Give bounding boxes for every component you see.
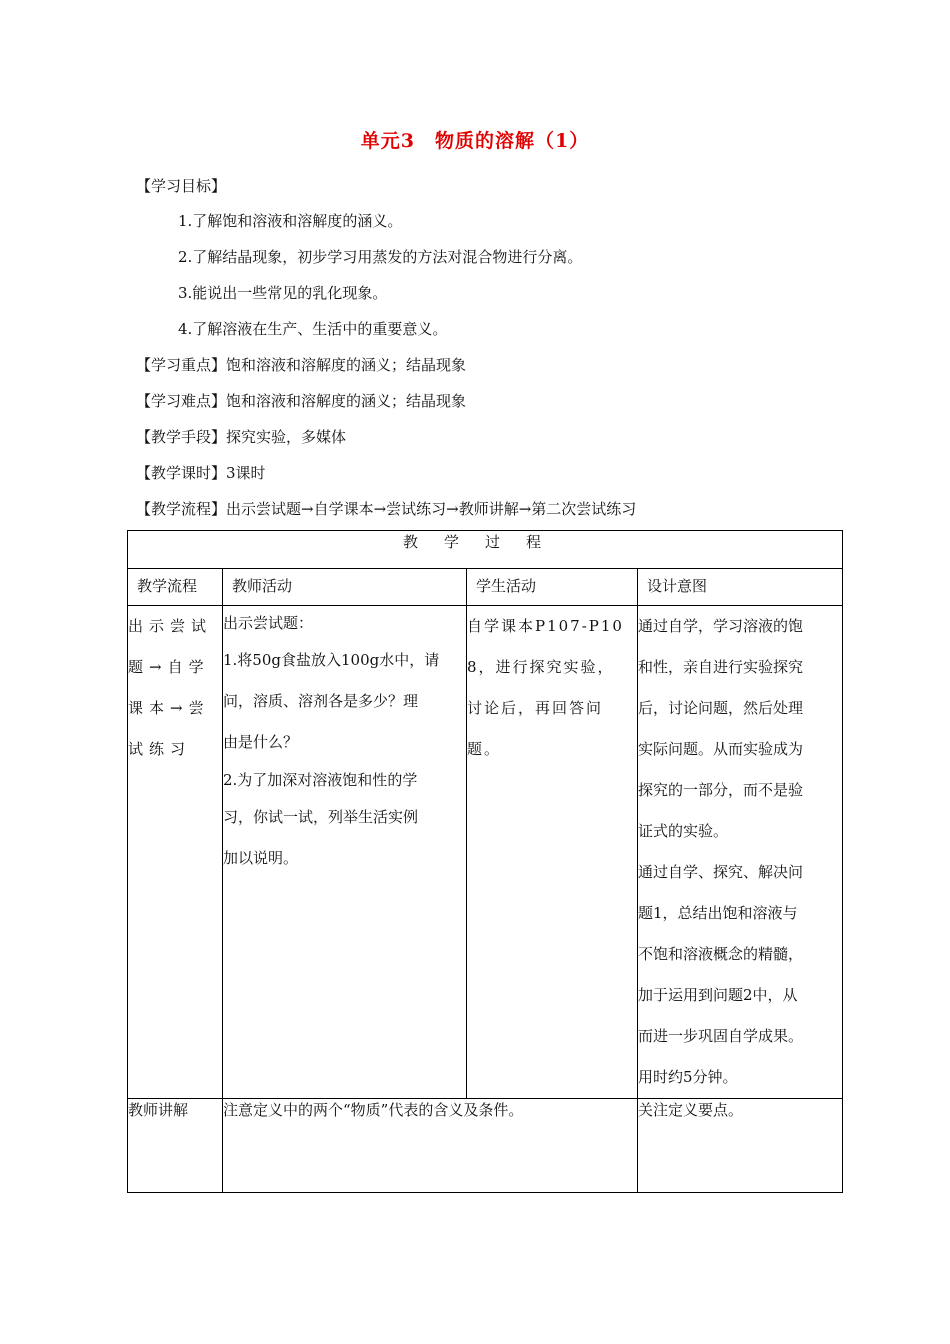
teaching-process-table xyxy=(127,530,843,1193)
table-title-row xyxy=(128,531,843,569)
intent-text-line: 证式的实验。 xyxy=(638,822,729,840)
student-activity-cell xyxy=(467,606,638,1099)
intent-text-line: 用时约5分钟。 xyxy=(638,1068,738,1086)
page-title: 单元3 物质的溶解（1） xyxy=(360,130,590,152)
teacher-text-line: 出示尝试题： xyxy=(223,614,314,632)
flow-cell xyxy=(128,606,223,1099)
difficult-points-line: 【学习难点】饱和溶液和溶解度的涵义；结晶现象 xyxy=(136,392,467,410)
teacher-text-line: 加以说明。 xyxy=(223,849,299,867)
teacher-activity-cell xyxy=(223,606,467,1099)
intent-text-line: 实际问题。从而实验成为 xyxy=(638,740,804,758)
key-points-line: 【学习重点】饱和溶液和溶解度的涵义；结晶现象 xyxy=(136,356,467,374)
table-header-row xyxy=(128,569,843,606)
design-intent-cell xyxy=(638,606,843,1099)
intent-text-line: 而进一步巩固自学成果。 xyxy=(638,1027,804,1045)
flow-text-line: 试练习 xyxy=(128,740,192,758)
design-intent-cell xyxy=(638,1099,843,1193)
flow-text-line: 课本→尝 xyxy=(128,699,210,717)
intent-text-line: 通过自学，学习溶液的饱 xyxy=(638,617,804,635)
teacher-activity-cell xyxy=(223,1099,638,1193)
objective-item: 1.了解饱和溶液和溶解度的涵义。 xyxy=(178,212,403,230)
teacher-text-line: 习，你试一试，列举生活实例 xyxy=(223,808,419,826)
flow-text-line: 教师讲解 xyxy=(128,1101,189,1119)
teacher-text-line: 2.为了加深对溶液饱和性的学 xyxy=(223,771,418,789)
column-header: 教学流程 xyxy=(137,577,198,595)
intent-text-line: 探究的一部分，而不是验 xyxy=(638,781,804,799)
flow-text-line: 题→自学 xyxy=(128,658,210,676)
teacher-text-line: 1.将50g食盐放入100g水中，请 xyxy=(223,651,440,669)
student-text-line: 讨论后，再回答问 xyxy=(467,699,604,717)
student-text-line: 自学课本P107-P10 xyxy=(467,617,624,635)
flow-text-line: 出示尝试 xyxy=(128,617,213,635)
student-text-line: 题。 xyxy=(467,740,502,758)
teacher-text-line: 注意定义中的两个“物质”代表的含义及条件。 xyxy=(223,1101,524,1119)
intent-text-line: 关注定义要点。 xyxy=(638,1101,744,1119)
intent-text-line: 和性，亲自进行实验探究 xyxy=(638,658,804,676)
column-header: 设计意图 xyxy=(647,577,708,595)
teacher-text-line: 由是什么？ xyxy=(223,733,299,751)
teaching-flow-line: 【教学流程】出示尝试题→自学课本→尝试练习→教师讲解→第二次尝试练习 xyxy=(136,500,637,518)
objectives-heading: 【学习目标】 xyxy=(136,177,227,195)
objective-item: 3.能说出一些常见的乳化现象。 xyxy=(178,284,388,302)
table-title: 教学过程 xyxy=(128,531,843,569)
intent-text-line: 加于运用到问题2中，从 xyxy=(638,986,798,1004)
teaching-means-line: 【教学手段】探究实验，多媒体 xyxy=(136,428,347,446)
flow-cell xyxy=(128,1099,223,1193)
intent-text-line: 不饱和溶液概念的精髓， xyxy=(638,945,804,963)
column-header: 教师活动 xyxy=(232,577,293,595)
intent-text-line: 后，讨论问题，然后处理 xyxy=(638,699,804,717)
column-header: 学生活动 xyxy=(476,577,537,595)
class-hours-line: 【教学课时】3课时 xyxy=(136,464,266,482)
teacher-text-line: 问，溶质、溶剂各是多少？理 xyxy=(223,692,419,710)
intent-text-line: 通过自学、探究、解决问 xyxy=(638,863,804,881)
objective-item: 4.了解溶液在生产、生活中的重要意义。 xyxy=(178,320,448,338)
objective-item: 2.了解结晶现象，初步学习用蒸发的方法对混合物进行分离。 xyxy=(178,248,583,266)
table-row xyxy=(128,606,843,1099)
intent-text-line: 题1，总结出饱和溶液与 xyxy=(638,904,798,922)
table-row xyxy=(128,1099,843,1193)
student-text-line: 8，进行探究实验， xyxy=(467,658,615,676)
